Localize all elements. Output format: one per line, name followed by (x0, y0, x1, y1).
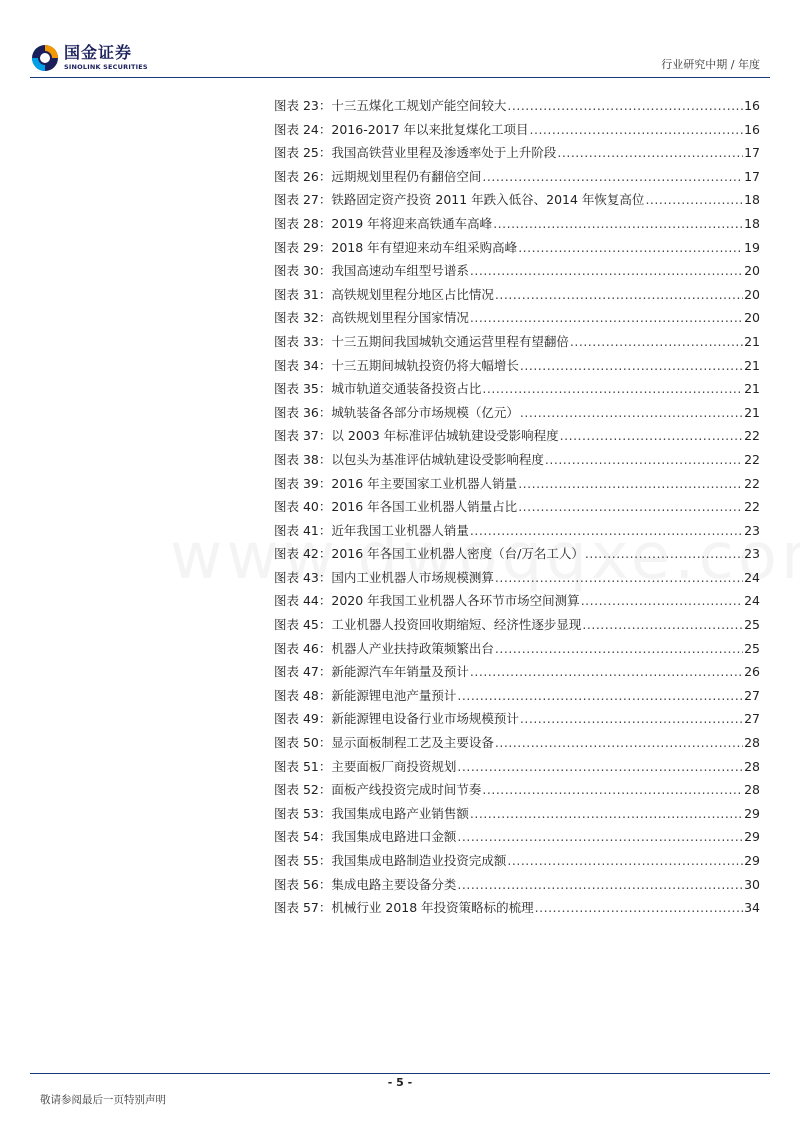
toc-entry-label: 图表 33： (274, 333, 332, 349)
toc-leader-dots (495, 641, 743, 656)
toc-leader-dots (582, 617, 743, 632)
toc-entry-title: 2018 年有望迎来动车组采购高峰 (331, 239, 518, 255)
toc-entry[interactable] (274, 615, 760, 639)
toc-entry-label: 图表 35： (274, 381, 332, 397)
toc-leader-dots (482, 782, 743, 797)
toc-entry-label: 图表 37： (274, 428, 332, 444)
toc-entry-title: 2016 年各国工业机器人销量占比 (331, 499, 518, 515)
toc-entry[interactable] (274, 544, 760, 568)
toc-entry[interactable] (274, 709, 760, 733)
toc-entry-label: 图表 34： (274, 357, 332, 373)
toc-entry-page: 18 (744, 192, 760, 208)
toc-entry-title: 我国集成电路产业销售额 (331, 805, 469, 821)
toc-entry-page: 19 (744, 239, 760, 255)
toc-entry-title: 城市轨道交通装备投资占比 (331, 381, 482, 397)
toc-entry-title: 新能源锂电池产量预计 (331, 687, 457, 703)
toc-entry[interactable] (274, 591, 760, 615)
toc-entry-page: 17 (744, 168, 760, 184)
toc-entry[interactable] (274, 120, 760, 144)
toc-leader-dots (457, 829, 743, 844)
toc-entry[interactable] (274, 143, 760, 167)
toc-leader-dots (585, 546, 743, 561)
toc-entry-page: 26 (744, 664, 760, 680)
toc-entry-title: 我国高速动车组型号谱系 (331, 263, 469, 279)
toc-entry-title: 高铁规划里程分地区占比情况 (331, 286, 494, 302)
toc-entry[interactable] (274, 639, 760, 663)
toc-entry-label: 图表 39： (274, 475, 332, 491)
toc-entry-label: 图表 36： (274, 404, 332, 420)
disclaimer-note: 敬请参阅最后一页特别声明 (40, 1094, 166, 1106)
toc-entry-label: 图表 57： (274, 900, 332, 916)
toc-entry-title: 城轨装备各部分市场规模（亿元） (331, 404, 519, 420)
toc-entry-page: 29 (744, 805, 760, 821)
toc-entry-title: 机械行业 2018 年投资策略标的梳理 (331, 900, 534, 916)
logo-chinese-name: 国金证券 (64, 43, 133, 63)
toc-entry-page: 30 (744, 876, 760, 892)
toc-entry-label: 图表 29： (274, 239, 332, 255)
toc-entry-label: 图表 56： (274, 876, 332, 892)
toc-entry[interactable] (274, 875, 760, 899)
toc-entry[interactable] (274, 167, 760, 191)
toc-entry-page: 16 (744, 98, 760, 113)
toc-entry-title: 新能源锂电设备行业市场规模预计 (331, 711, 519, 727)
toc-entry-page: 20 (744, 310, 760, 326)
toc-entry[interactable] (274, 426, 760, 450)
toc-entry-page: 18 (744, 215, 760, 231)
logo-english-name: SINOLINK SECURITIES (64, 63, 148, 72)
toc-leader-dots (520, 358, 743, 373)
toc-entry-label: 图表 38： (274, 451, 332, 467)
toc-entry[interactable] (274, 568, 760, 592)
toc-entry-page: 27 (744, 687, 760, 703)
toc-leader-dots (518, 499, 743, 514)
toc-entry-title: 高铁规划里程分国家情况 (331, 310, 469, 326)
toc-entry[interactable] (274, 308, 760, 332)
toc-entry-title: 我国集成电路制造业投资完成额 (331, 853, 507, 868)
toc-entry[interactable] (274, 190, 760, 214)
toc-leader-dots (482, 381, 743, 396)
toc-entry-page: 28 (744, 735, 760, 751)
toc-leader-dots (493, 216, 743, 231)
toc-entry-page: 22 (744, 451, 760, 467)
toc-entry[interactable] (274, 804, 760, 828)
toc-leader-dots (507, 853, 743, 868)
toc-entry-page: 25 (744, 640, 760, 656)
page-number: - 5 - (387, 1076, 413, 1089)
toc-entry[interactable] (274, 898, 760, 922)
toc-entry[interactable] (274, 662, 760, 686)
toc-entry-title: 十三五期间我国城轨交通运营里程有望翻倍 (331, 333, 569, 349)
toc-entry-title: 2016 年主要国家工业机器人销量 (331, 475, 518, 491)
toc-entry-page: 21 (744, 381, 760, 397)
toc-entry-page: 23 (744, 522, 760, 538)
toc-entry-label: 图表 49： (274, 711, 332, 727)
toc-leader-dots (645, 192, 743, 207)
toc-leader-dots (507, 98, 743, 113)
toc-leader-dots (570, 334, 743, 349)
toc-entry-page: 23 (744, 546, 760, 562)
toc-entry-label: 图表 53： (274, 805, 332, 821)
toc-leader-dots (495, 570, 743, 585)
company-logo (30, 43, 148, 73)
toc-entry-label: 图表 24： (274, 121, 332, 137)
toc-entry-label: 图表 42： (274, 546, 332, 562)
toc-entry-page: 21 (744, 404, 760, 420)
toc-entry-title: 2016-2017 年以来批复煤化工项目 (331, 121, 529, 137)
toc-entry-title: 显示面板制程工艺及主要设备 (331, 735, 494, 751)
figure-index-list (274, 96, 760, 922)
toc-entry[interactable] (274, 379, 760, 403)
toc-leader-dots (470, 523, 743, 538)
report-type-label: 行业研究中期 / 年度 (661, 58, 760, 71)
toc-entry-title: 国内工业机器人市场规模测算 (331, 569, 494, 585)
toc-leader-dots (545, 452, 743, 467)
toc-entry-page: 21 (744, 333, 760, 349)
toc-entry[interactable] (274, 332, 760, 356)
toc-leader-dots (482, 169, 743, 184)
toc-entry-label: 图表 32： (274, 310, 332, 326)
toc-entry[interactable] (274, 827, 760, 851)
toc-entry-page: 28 (744, 758, 760, 774)
toc-entry-title: 以包头为基准评估城轨建设受影响程度 (331, 451, 544, 467)
toc-entry-label: 图表 23： (274, 98, 332, 113)
toc-entry-title: 十三五煤化工规划产能空间较大 (331, 98, 507, 113)
toc-entry-page: 27 (744, 711, 760, 727)
toc-entry[interactable] (274, 238, 760, 262)
toc-entry-page: 21 (744, 357, 760, 373)
toc-entry-title: 十三五期间城轨投资仍将大幅增长 (331, 357, 519, 373)
toc-entry-title: 我国高铁营业里程及渗透率处于上升阶段 (331, 145, 557, 161)
toc-entry-page: 28 (744, 782, 760, 798)
toc-entry-label: 图表 52： (274, 782, 332, 798)
toc-leader-dots (560, 428, 743, 443)
toc-entry-label: 图表 41： (274, 522, 332, 538)
toc-leader-dots (581, 593, 743, 608)
toc-entry[interactable] (274, 851, 760, 875)
toc-entry[interactable] (274, 261, 760, 285)
toc-leader-dots (535, 900, 743, 915)
toc-entry-title: 以 2003 年标准评估城轨建设受影响程度 (331, 428, 559, 444)
toc-entry-title: 近年我国工业机器人销量 (331, 522, 469, 538)
toc-entry-title: 面板产线投资完成时间节奏 (331, 782, 482, 798)
toc-entry-title: 2016 年各国工业机器人密度（台/万名工人） (331, 546, 584, 562)
toc-entry-label: 图表 44： (274, 593, 332, 609)
toc-entry-label: 图表 50： (274, 735, 332, 751)
toc-entry[interactable] (274, 497, 760, 521)
header-divider (30, 77, 770, 78)
toc-entry-label: 图表 54： (274, 829, 332, 845)
toc-entry-page: 24 (744, 593, 760, 609)
toc-entry[interactable] (274, 780, 760, 804)
toc-entry-label: 图表 46： (274, 640, 332, 656)
toc-entry-label: 图表 27： (274, 192, 332, 208)
toc-entry-page: 22 (744, 499, 760, 515)
toc-entry-page: 17 (744, 145, 760, 161)
toc-entry[interactable] (274, 450, 760, 474)
toc-entry-title: 新能源汽车年销量及预计 (331, 664, 469, 680)
toc-entry-page: 16 (744, 121, 760, 137)
toc-leader-dots (518, 476, 743, 491)
toc-entry-page: 29 (744, 829, 760, 845)
page-header (0, 0, 800, 80)
toc-entry-label: 图表 26： (274, 168, 332, 184)
toc-entry-title: 集成电路主要设备分类 (331, 876, 457, 892)
toc-entry-title: 工业机器人投资回收期缩短、经济性逐步显现 (331, 617, 582, 633)
toc-leader-dots (470, 263, 743, 278)
toc-leader-dots (457, 877, 743, 892)
toc-entry-page: 20 (744, 263, 760, 279)
toc-leader-dots (470, 664, 743, 679)
toc-leader-dots (518, 240, 743, 255)
toc-entry[interactable] (274, 686, 760, 710)
toc-leader-dots (520, 711, 743, 726)
toc-entry-page: 34 (744, 900, 760, 916)
toc-entry-page: 29 (744, 853, 760, 868)
toc-entry[interactable] (274, 356, 760, 380)
toc-entry-label: 图表 31： (274, 286, 332, 302)
toc-entry-label: 图表 25： (274, 145, 332, 161)
toc-entry-label: 图表 43： (274, 569, 332, 585)
toc-entry-label: 图表 45： (274, 617, 332, 633)
toc-entry-label: 图表 55： (274, 853, 332, 868)
toc-entry-label: 图表 47： (274, 664, 332, 680)
toc-entry[interactable] (274, 214, 760, 238)
toc-entry[interactable] (274, 285, 760, 309)
toc-entry[interactable] (274, 403, 760, 427)
toc-entry-label: 图表 30： (274, 263, 332, 279)
toc-leader-dots (520, 405, 743, 420)
toc-entry-title: 远期规划里程仍有翻倍空间 (331, 168, 482, 184)
toc-leader-dots (470, 806, 743, 821)
toc-entry[interactable] (274, 96, 760, 120)
toc-leader-dots (470, 310, 743, 325)
toc-entry-title: 2019 年将迎来高铁通车高峰 (331, 215, 493, 231)
toc-entry-page: 25 (744, 617, 760, 633)
toc-entry-page: 24 (744, 569, 760, 585)
toc-leader-dots (495, 287, 743, 302)
toc-entry[interactable] (274, 733, 760, 757)
toc-entry[interactable] (274, 474, 760, 498)
toc-entry-label: 图表 51： (274, 758, 332, 774)
toc-entry-page: 20 (744, 286, 760, 302)
toc-entry-label: 图表 48： (274, 687, 332, 703)
toc-leader-dots (557, 145, 743, 160)
toc-entry-title: 机器人产业扶持政策频繁出台 (331, 640, 494, 656)
toc-entry-title: 我国集成电路进口金额 (331, 829, 457, 845)
toc-leader-dots (530, 122, 744, 137)
toc-entry-page: 22 (744, 475, 760, 491)
toc-entry-title: 铁路固定资产投资 2011 年跌入低谷、2014 年恢复高位 (331, 192, 645, 208)
toc-leader-dots (457, 688, 743, 703)
toc-entry-label: 图表 40： (274, 499, 332, 515)
toc-entry[interactable] (274, 521, 760, 545)
toc-leader-dots (495, 735, 743, 750)
toc-entry-page: 22 (744, 428, 760, 444)
toc-entry-label: 图表 28： (274, 215, 332, 231)
toc-entry-title: 主要面板厂商投资规划 (331, 758, 457, 774)
toc-entry[interactable] (274, 757, 760, 781)
toc-leader-dots (457, 759, 743, 774)
sinolink-logo-icon (30, 43, 60, 73)
footer-divider (30, 1073, 770, 1074)
toc-entry-title: 2020 年我国工业机器人各环节市场空间测算 (331, 593, 580, 609)
